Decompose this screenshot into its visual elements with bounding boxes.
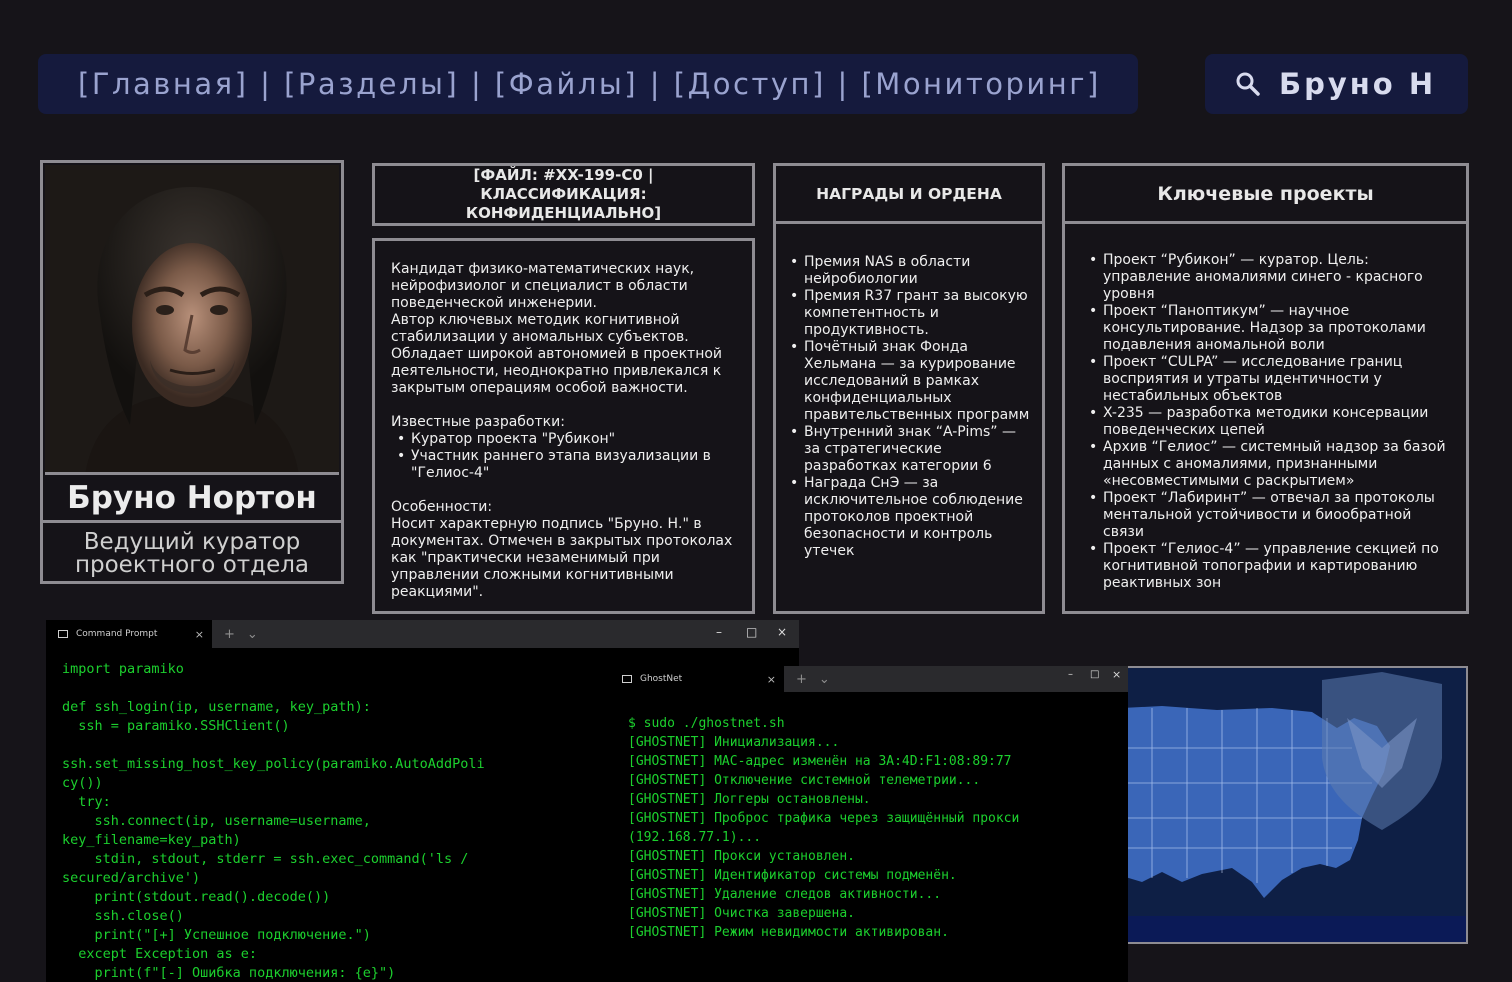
file-panel-header: [372, 163, 755, 226]
awards-panel: [773, 163, 1045, 614]
feat-heading: Особенности:: [391, 499, 493, 515]
close-window-button[interactable]: ×: [777, 625, 788, 639]
user-name: Бруно Н: [1279, 67, 1437, 101]
awards-title: НАГРАДЫ И ОРДЕНА: [776, 166, 1042, 224]
projects-title: Ключевые проекты: [1065, 166, 1466, 224]
top-nav-bar: [38, 54, 1138, 114]
portrait-illustration: [45, 165, 339, 475]
award-item: • Внутренний знак “A-Pims” — за стратегические разработках категории 6: [790, 424, 1032, 475]
profile-card: [40, 160, 344, 584]
profile-role-line1: Ведущий куратор: [83, 529, 301, 555]
terminal-icon: [622, 675, 632, 683]
profile-role-line2: проектного отдела: [74, 552, 310, 578]
project-item: • Проект “Гелиос-4” — управление секцией по когнитивной топографии и картированию реактивных зон: [1089, 541, 1452, 592]
maximize-button[interactable]: □: [1090, 669, 1100, 680]
tab-dropdown-button[interactable]: ⌄: [818, 671, 830, 687]
close-window-button[interactable]: ×: [1112, 668, 1122, 681]
tab-dropdown-button[interactable]: ⌄: [246, 626, 258, 642]
award-item: • Премия R37 грант за высокую компетентность и продуктивность.: [790, 288, 1032, 339]
close-tab-icon[interactable]: ×: [194, 628, 204, 641]
feat-text: Носит характерную подпись "Бруно. Н." в документах. Отмечен в закрытых протоколах как "практически незаменимый при управлении сложными когнитивными реакциями".: [391, 516, 733, 600]
profile-photo: [45, 165, 339, 475]
close-tab-icon[interactable]: ×: [766, 673, 776, 686]
project-item: • Проект “Рубикон” — куратор. Цель: управление аномалиями синего - красного уровня: [1089, 252, 1452, 303]
file-intro: Кандидат физико-математических наук, нейрофизиолог и специалист в области поведенческой инженерии.: [391, 261, 695, 311]
terminal2-tabbar: [610, 666, 1128, 692]
minimize-button[interactable]: –: [1068, 669, 1073, 680]
project-item: • Проект “CULPA” — исследование границ восприятия и утраты идентичности у нестабильных объектов: [1089, 354, 1452, 405]
award-item: • Почётный знак Фонда Хельмана — за курирование исследований в рамках конфиденциальных правительственных программ: [790, 339, 1032, 424]
profile-role: [43, 526, 341, 581]
terminal1-tabbar: [46, 620, 799, 648]
nav-links[interactable]: [Главная] | [Разделы] | [Файлы] | [Доступ] | [Мониторинг]: [78, 67, 1101, 101]
terminal2-code[interactable]: $ sudo ./ghostnet.sh [GHOSTNET] Инициализация... [GHOSTNET] MAC-адрес изменён на 3A:4D:F1:08:89:77 [GHOSTNET] Отключение системной телеметрии... [GHOSTNET] Логгеры остановлены. [GHOSTNET] Проброс трафика через защищённый прокси (192.168.77.1)... [GHOSTNET] Прокси установлен. [GHOSTNET] Идентификатор системы подменён. [GHOSTNET] Удаление следов активности... [GHOSTNET] Очистка завершена. [GHOSTNET] Режим невидимости активирован.: [628, 716, 1020, 940]
terminal1-tab-title: Command Prompt: [76, 629, 158, 639]
project-item: • X-235 — разработка методики консервации поведенческих цепей: [1089, 405, 1452, 439]
terminal-icon: [58, 630, 68, 638]
project-item: • Проект “Лабиринт” — отвечал за протоколы ментальной устойчивости и биообратной связи: [1089, 490, 1452, 541]
project-item: • Архив “Гелиос” — системный надзор за базой данных с аномалиями, признанными «несовместимыми с раскрытием»: [1089, 439, 1452, 490]
user-search-box[interactable]: [1205, 54, 1468, 114]
terminal1-code[interactable]: import paramiko def ssh_login(ip, username, key_path): ssh = paramiko.SSHClient() ssh.set_missing_host_key_policy(paramiko.AutoAddPoli cy()) try: ssh.connect(ip, username=username, key_filename=key_path) stdin, stdout, stderr = ssh.exec_command('ls / secured/archive') print(stdout.read().decode()) ssh.close() print("[+] Успешное подключение.") except Exception as e: print(f"[-] Ошибка подключения: {e}"): [62, 661, 485, 981]
file-line3: Обладает широкой автономией в проектной деятельности, неоднократно привлекался к закрытым операциям особой важности.: [391, 346, 723, 396]
new-tab-button[interactable]: +: [796, 671, 807, 687]
map-panel: [1120, 666, 1468, 944]
us-map-graphic: [1122, 668, 1468, 944]
file-line2: Автор ключевых методик когнитивной стабилизации у аномальных субъектов.: [391, 312, 689, 345]
award-item: • Премия NAS в области нейробиологии: [790, 254, 1032, 288]
maximize-button[interactable]: □: [746, 625, 758, 639]
dev-item: • Куратор проекта "Рубикон": [397, 431, 736, 448]
terminal2-tab-title: GhostNet: [640, 674, 683, 684]
projects-panel: [1062, 163, 1469, 614]
terminal2-tab[interactable]: [610, 666, 784, 692]
minimize-button[interactable]: –: [716, 625, 722, 639]
file-panel-title: [ФАЙЛ: #XX-199-C0 | КЛАССИФИКАЦИЯ: КОНФИДЕНЦИАЛЬНО]: [465, 166, 662, 222]
dev-heading: Известные разработки:: [391, 414, 565, 430]
ghostnet-window: [610, 666, 1128, 982]
new-tab-button[interactable]: +: [224, 626, 235, 642]
file-panel: [372, 238, 755, 614]
project-item: • Проект “Паноптикум” — научное консультирование. Надзор за протоколами подавления аномальной воли: [1089, 303, 1452, 354]
award-item: • Награда СнЭ — за исключительное соблюдение протоколов проектной безопасности и контроль утечек: [790, 475, 1032, 560]
search-icon: [1235, 71, 1261, 97]
terminal1-tab[interactable]: [46, 620, 212, 648]
dev-item: • Участник раннего этапа визуализации в "Гелиос-4": [397, 448, 736, 482]
profile-name: Бруно Нортон: [43, 475, 341, 523]
